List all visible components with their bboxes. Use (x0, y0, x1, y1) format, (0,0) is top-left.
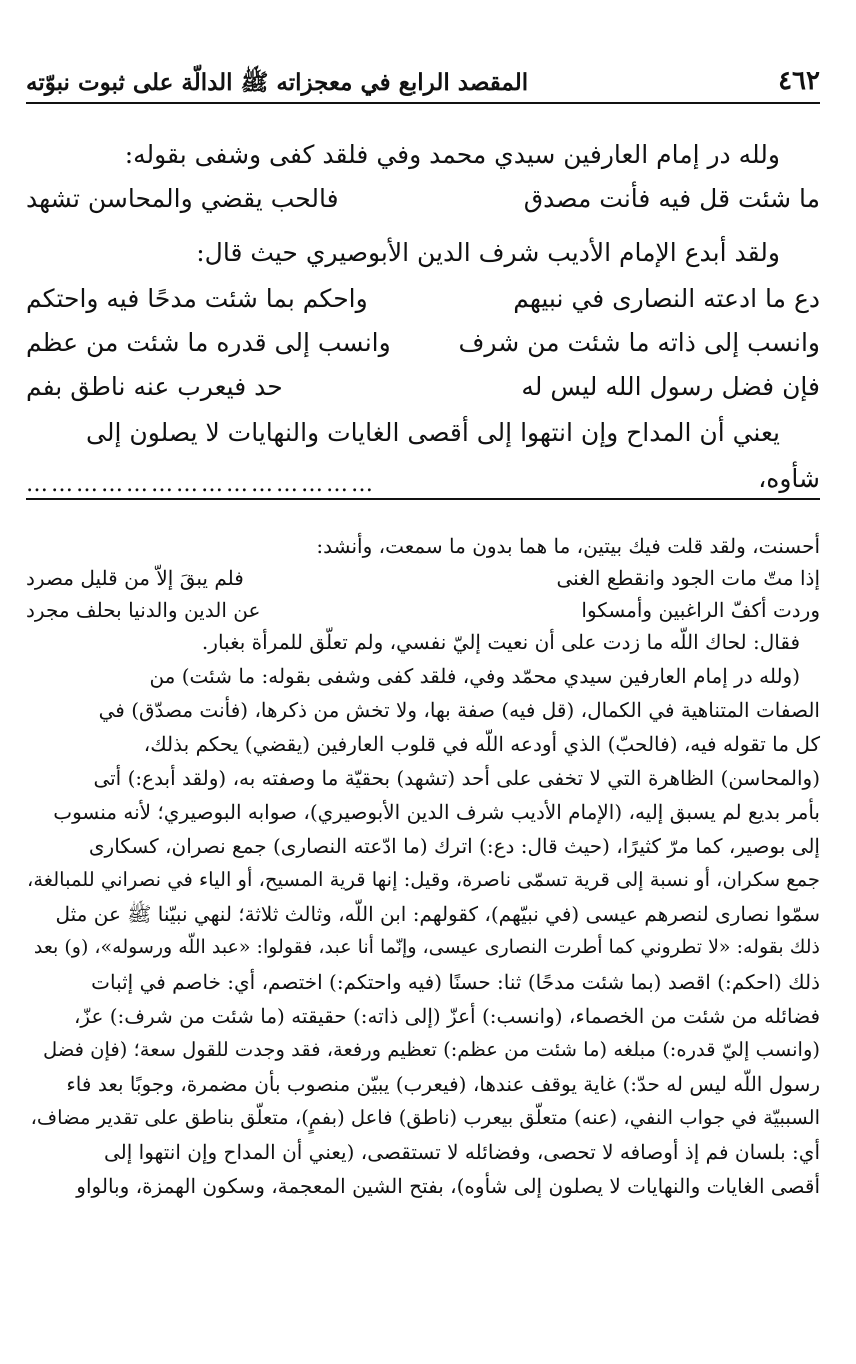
main-text (26, 118, 820, 502)
commentary-line: أي: بلسان فم إذ أوصافه لا تحصى، وفضائله لا تستقصى، (يعني أن المداح وإن انتهوا إلى (103, 1140, 820, 1164)
commentary-line: جمع سكران، أو نسبة إلى قرية تسمّى ناصرة، وقيل: إنها قرية المسيح، أو الياء في نصراني للمبالغة، (27, 868, 820, 891)
matn-verse (26, 184, 820, 213)
verse-hemistich: فالحب يقضي والمحاسن تشهد (26, 184, 339, 213)
commentary-line: السببيّة في جواب النفي، (عنه) متعلّق بيعرب (ناطق) فاعل (بفمٍ)، متعلّق بناطق على تقدير مضاف، (30, 1106, 820, 1129)
commentary-verse (26, 566, 820, 590)
page-number: ٤٦٢ (778, 66, 820, 96)
page-header (26, 52, 820, 104)
matn-line: ولله در إمام العارفين سيدي محمد وفي فلقد كفى وشفى بقوله: (124, 140, 780, 169)
commentary-line: كل ما تقوله فيه، (فالحبّ) الذي أودعه اللّه في قلوب العارفين (يقضي) يحكم بذلك، (143, 732, 820, 756)
commentary-line: ذلك بقوله: «لا تطروني كما أطرت النصارى عيسى، وإنّما أنا عبد، فقولوا: «عبد اللّه ورسوله»، (و) بعد (33, 936, 820, 958)
commentary-line: أحسنت، ولقد قلت فيك بيتين، ما هما بدون ما سمعت، وأنشد: (316, 534, 820, 558)
verse-hemistich: دع ما ادعته النصارى في نبيهم (513, 284, 820, 313)
commentary-line: رسول اللّه ليس له حدّ:) غاية يوقف عندها، (فيعرب) يبيّن منصوب بأن مضمرة، وجوبًا بعد فاء (66, 1072, 820, 1096)
verse-hemistich: عن الدين والدنيا بحلف مجرد (26, 598, 261, 622)
verse-hemistich: إذا متّ مات الجود وانقطع الغنى (556, 566, 820, 590)
matn-line: ولقد أبدع الإمام الأديب شرف الدين الأبوصيري حيث قال: (196, 238, 780, 267)
commentary-line: ذلك (احكم:) اقصد (بما شئت مدحًا) ثنا: حسنًا (فيه واحتكم:) اختصم، أي: خاصم في إثبات (91, 970, 820, 994)
verse-hemistich: وانسب إلى ذاته ما شئت من شرف (458, 328, 820, 357)
commentary-line: (ولله در إمام العارفين سيدي محمّد وفي، فلقد كفى وشفى بقوله: ما شئت) من (149, 664, 800, 688)
verse-hemistich: حد فيعرب عنه ناطق بفم (26, 372, 283, 401)
separator-rule (26, 498, 820, 500)
verse-hemistich: فإن فضل رسول الله ليس له (521, 372, 820, 401)
verse-hemistich: واحكم بما شئت مدحًا فيه واحتكم (26, 284, 368, 313)
matn-verse (26, 372, 820, 401)
matn-verse (26, 328, 820, 357)
commentary-line: (وانسب إليّ قدره:) مبلغه (ما شئت من عظم:) تعظيم ورفعة، فقد وجدت للقول سعة؛ (فإن فضل (42, 1038, 820, 1061)
matn-line: شأوه، (758, 464, 820, 493)
verse-hemistich: وردت أكفّ الراغبين وأمسكوا (581, 598, 820, 622)
commentary-line: أقصى الغايات والنهايات لا يصلون إلى شأوه)، بفتح الشين المعجمة، وسكون الهمزة، وبالواو (76, 1174, 820, 1198)
commentary-line: فضائله من شئت من الخصماء، (وانسب:) أعزّ (إلى ذاته:) حقيقته (ما شئت من شرف:) عزّ، (73, 1004, 820, 1028)
verse-hemistich: فلم يبقَ إلاّ من قليل مصرد (26, 566, 244, 590)
commentary-line: الصفات المتناهية في الكمال، (قل فيه) صفة بها، ولا تخش من ذكرها، (فأنت مصدّق) في (98, 698, 820, 722)
separator-dots: …………………………………… (26, 472, 376, 497)
verse-hemistich: وانسب إلى قدره ما شئت من عظم (26, 328, 391, 357)
commentary-line: سمّوا نصارى لنصرهم عيسى (في نبيّهم)، كقولهم: ابن اللّه، وثالث ثلاثة؛ لنهي نبيّنا ﷺ عن مثل (55, 902, 820, 926)
commentary-line: بأمر بديع لم يسبق إليه، (الإمام الأديب شرف الدين الأبوصيري)، صوابه البوصيري؛ لأنه منسوب (53, 800, 820, 824)
running-title: المقصد الرابع في معجزاته ﷺ الدالّة على ثبوت نبوّته (26, 69, 529, 96)
verse-hemistich: ما شئت قل فيه فأنت مصدق (523, 184, 820, 213)
matn-verse (26, 284, 820, 313)
matn-line: يعني أن المداح وإن انتهوا إلى أقصى الغايات والنهايات لا يصلون إلى (86, 418, 780, 447)
commentary-line: (والمحاسن) الظاهرة التي لا تخفى على أحد (تشهد) بحقيّة ما وصفته به، (ولقد أبدع:) أتى (93, 766, 820, 790)
commentary-line: فقال: لحاك اللّه ما زدت على أن نعيت إليّ نفسي، ولم تعلّق للمرأة بغبار. (201, 630, 800, 654)
commentary-line: إلى بوصير، كما مرّ كثيرًا، (حيث قال: دع:) اترك (ما ادّعته النصارى) جمع نصران، كسكارى (88, 834, 820, 858)
commentary-verse (26, 598, 820, 622)
